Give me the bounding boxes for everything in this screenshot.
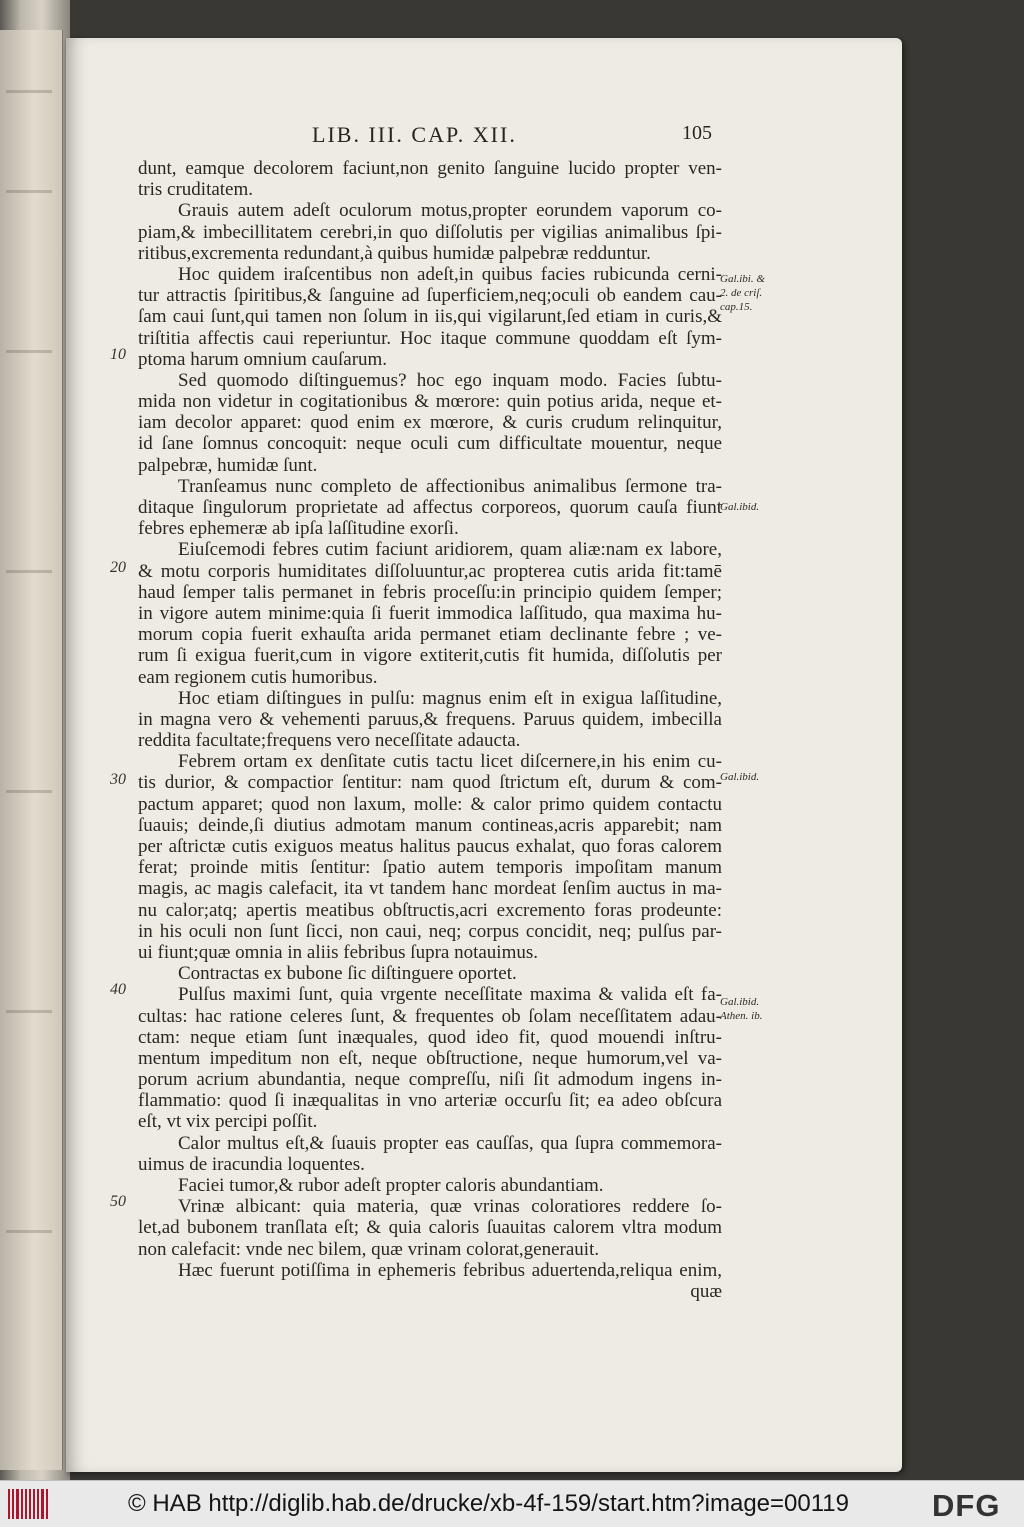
previous-page-edge (0, 30, 63, 1470)
text-line: & motu corporis humiditates diſſoluuntur,ac propterea cutis arida fit:tamē (138, 560, 722, 582)
margin-note (720, 770, 759, 784)
text-line: Pulſus maximi ſunt, quia vrgente neceſſitate maxima & valida eſt fa- (178, 984, 722, 1006)
copyright-link[interactable]: © HAB http://diglib.hab.de/drucke/xb-4f-159/start.htm?image=00119 (128, 1490, 849, 1517)
text-line: tis durior, & compactior ſentitur: nam quod ſtrictum eſt, durum & com- (138, 772, 722, 794)
text-line: piam,& imbecillitatem cerebri,in quo diſſolutis per vigilias animalibus ſpi- (138, 221, 722, 243)
text-line: ſuauis; deinde,ſi diutius admotam manum contineas,acris apparebit; nam (138, 814, 722, 836)
text-line: ritibus,excrementa redundant,à quibus humidæ palpebræ redduntur. (138, 242, 651, 264)
text-line: porum acrium abundantia, neque compreſſu, niſi ſit admodum ingens in- (138, 1069, 722, 1091)
text-line: iam decolor apparet: quod enim ex mœrore, & curis crudum relinquitur, (138, 412, 722, 434)
text-line: tris cruditatem. (138, 179, 254, 201)
margin-note-line: 2. de criſ. (720, 287, 763, 299)
margin-note-line: cap.15. (720, 301, 753, 313)
text-line: mida non videtur in cogitationibus & mœrore: quin potius arida, neque et- (138, 391, 722, 413)
text-line: Faciei tumor,& rubor adeſt propter caloris abundantiam. (178, 1175, 604, 1196)
text-line: Tranſeamus nunc completo de affectionibus animalibus ſermone tra- (178, 475, 722, 497)
text-line: in his oculi non ſunt ſicci, non caui, neq; corpus concidit, neq; pulſus par- (138, 920, 722, 942)
text-line: ditaque ſingulorum proprietate ad affectus corporeos, quorum cauſa fiunt (138, 497, 722, 518)
text-line: per aſtrictæ cutis exiguos meatus halitus paucus exhalat, quo foras calorem (138, 836, 722, 857)
margin-note-line: Gal.ibid. (720, 501, 760, 513)
text-line: Calor multus eſt,& ſuauis propter eas cauſſas, qua ſupra commemora- (178, 1132, 722, 1154)
line-number: 50 (110, 1193, 126, 1210)
line-number: 20 (110, 559, 126, 576)
running-head: LIB. III. CAP. XII. (312, 122, 517, 147)
text-line: let,ad bubonem tranſlata eſt; & quia caloris ſuauitas calorem vltra modum (138, 1217, 722, 1239)
margin-note-line: Gal.ibi. & (720, 273, 765, 285)
text-line: id ſane ſomnus concoquit: neque oculi cum difficultate mouentur, neque (138, 433, 722, 455)
text-line: cultas: hac ratione celeres ſunt, & frequentes ob ſolam neceſſitatem adau- (138, 1005, 722, 1027)
text-line: Grauis autem adeſt oculorum motus,propter eorundem vaporum co- (178, 200, 722, 222)
margin-note-line: Gal.ibid. (720, 996, 760, 1008)
dfg-logo-text: DFG (932, 1488, 1001, 1521)
dfg-logo-icon (930, 1487, 1014, 1521)
text-line: mentum impeditum non eſt, neque obſtructione, neque humorum,vel va- (138, 1047, 722, 1069)
text-line: pactum apparet; quod non laxum, molle: & calor primo quidem contactu (138, 793, 722, 815)
margin-note (720, 500, 759, 514)
body-text (138, 158, 722, 1302)
text-line: flammatio: quod ſi inæqualitas in vno arteriæ occurſu ſit; ea adeo obſcura (138, 1090, 722, 1112)
text-line: in magna vero & vehementi paruus,& frequens. Paruus quidem, imbecilla (138, 708, 722, 730)
line-number: 30 (110, 771, 126, 788)
text-line: reddita facultate;frequens vero neceſſitate adaucta. (138, 730, 521, 752)
text-line: magis, ac magis calefacit, ita vt tandem hanc mordeat ſenſim auctus in ma- (138, 878, 722, 900)
margin-note-line: Athen. ib. (720, 1010, 763, 1022)
text-line: nu calor;atq; apertis meatibus obſtructis,acri excremento foras prodeunte: (138, 899, 722, 921)
text-line: Febrem ortam ex denſitate cutis tactu licet diſcernere,in his enim cu- (178, 751, 722, 773)
text-line: ſam caui ſunt,qui tamen non ſolum in iis,qui vigilarunt,ſed etiam in curis,& (138, 306, 722, 328)
line-number: 40 (110, 981, 126, 998)
text-line: triſtitia affectis caui reperiuntur. Hoc itaque commune quoddam eſt ſym- (138, 327, 722, 349)
line-number: 10 (110, 346, 126, 363)
text-line: Hoc etiam diſtingues in pulſu: magnus enim eſt in exigua laſſitudine, (178, 687, 722, 709)
folio-number: 105 (682, 122, 712, 144)
hab-logo-icon (8, 1489, 48, 1519)
margin-note (720, 995, 762, 1023)
text-line: morum copia fuerit exhauſta arida permanet etiam declinante febre ; ve- (138, 624, 722, 646)
text-line: eam regionem cutis humoribus. (138, 666, 378, 688)
page-header (312, 122, 712, 148)
text-line: Vrinæ albicant: quia materia, quæ vrinas coloratiores reddere ſo- (178, 1196, 722, 1218)
text-line: Sed quomodo diſtinguemus? hoc ego inquam modo. Facies ſubtu- (178, 369, 722, 391)
footer-bar (0, 1480, 1024, 1527)
text-line: quæ (690, 1280, 722, 1302)
text-line: in vigore autem minime:quia ſi fuerit immodica laſſitudo, qua maxima hu- (138, 602, 722, 624)
text-line: ctam: neque etiam ſunt inæquales, quod ideo fit, quod mouendi inſtru- (138, 1026, 722, 1048)
text-line: Contractas ex bubone ſic diſtinguere oportet. (178, 963, 517, 985)
text-line: palpebræ, humidæ ſunt. (138, 454, 318, 476)
text-line: uimus de iracundia loquentes. (138, 1153, 365, 1175)
text-line: febres ephemeræ ab ipſa laſſitudine exorſi. (138, 518, 459, 540)
text-line: ui fiunt;quæ omnia in aliis febribus ſupra notauimus. (138, 941, 539, 963)
text-line: haud ſemper talis permanet in febris proceſſu:in principio quidem ſemper; (138, 581, 722, 603)
text-line: ferat; proinde mitis ſentitur: ſpatio autem temporis impoſitam manum (138, 857, 722, 879)
text-line: Eiuſcemodi febres cutim faciunt aridiorem, quam aliæ:nam ex labore, (178, 539, 722, 561)
text-line: ptoma harum omnium cauſarum. (138, 348, 388, 370)
text-line: eſt, vt vix percipi poſſit. (138, 1111, 318, 1133)
text-line: non calefacit: vnde nec bilem, quæ vrinam colorat,generauit. (138, 1238, 600, 1260)
text-line: tur attractis ſpiritibus,& ſanguine ad ſuperficiem,neq;oculi ob eandem cau- (138, 285, 722, 307)
margin-note (720, 272, 765, 314)
margin-note-line: Gal.ibid. (720, 771, 760, 783)
text-line: Hoc quidem iraſcentibus non adeſt,in quibus facies rubicunda cerni- (178, 263, 722, 285)
text-line: dunt, eamque decolorem faciunt,non genito ſanguine lucido propter ven- (138, 158, 722, 179)
text-line: rum ſi exigua fuerit,cum in vigore extiterit,cutis fit humida, diſſolutis per (138, 645, 722, 667)
text-line: Hæc fuerunt potiſſima in ephemeris febribus aduertenda,reliqua enim, (178, 1259, 722, 1281)
